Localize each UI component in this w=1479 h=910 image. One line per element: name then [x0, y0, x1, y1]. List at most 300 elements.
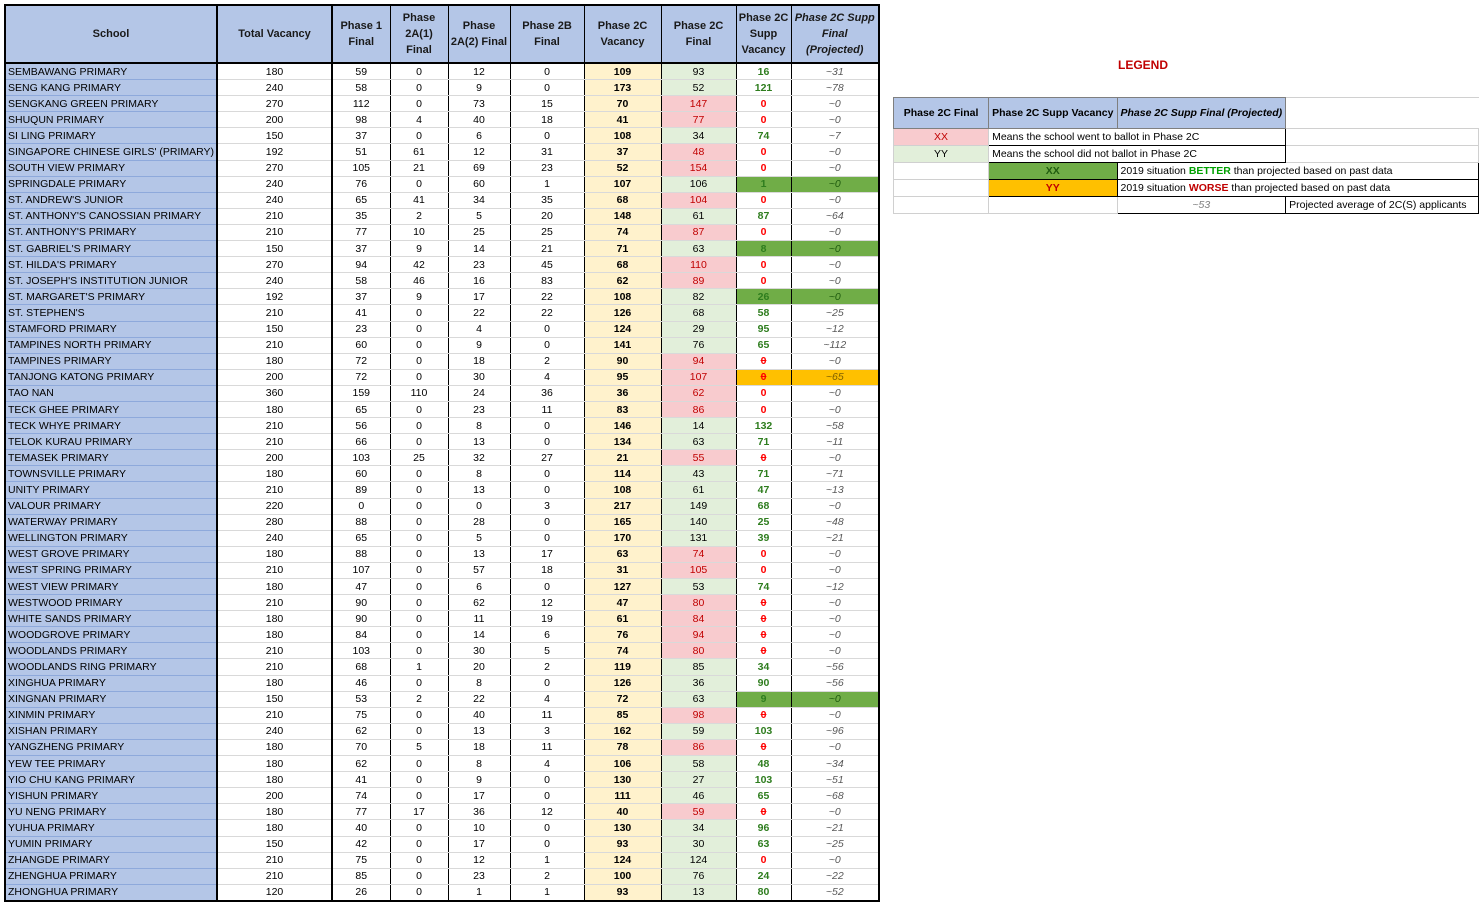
- cell-phase2a2-final[interactable]: 24: [448, 385, 510, 401]
- cell-phase2a1-final[interactable]: 0: [390, 63, 448, 80]
- cell-total-vacancy[interactable]: 210: [217, 482, 332, 498]
- cell-total-vacancy[interactable]: 210: [217, 852, 332, 868]
- cell-phase2b-final[interactable]: 11: [510, 739, 584, 755]
- cell-phase2c-final[interactable]: 36: [661, 675, 736, 691]
- cell-phase2c-final[interactable]: 104: [661, 192, 736, 208]
- cell-phase1-final[interactable]: 77: [332, 224, 390, 240]
- cell-phase2c-final[interactable]: 13: [661, 884, 736, 901]
- cell-total-vacancy[interactable]: 192: [217, 289, 332, 305]
- cell-phase2c-supp-vacancy[interactable]: 74: [736, 579, 791, 595]
- cell-phase1-final[interactable]: 75: [332, 707, 390, 723]
- cell-total-vacancy[interactable]: 180: [217, 820, 332, 836]
- cell-phase2a2-final[interactable]: 40: [448, 707, 510, 723]
- cell-phase2c-supp-projected[interactable]: ~65: [791, 369, 879, 385]
- cell-phase2c-supp-vacancy[interactable]: 34: [736, 659, 791, 675]
- cell-phase1-final[interactable]: 159: [332, 385, 390, 401]
- cell-school[interactable]: SPRINGDALE PRIMARY: [5, 176, 217, 192]
- col-header-phase2c-vacancy[interactable]: Phase 2C Vacancy: [584, 5, 661, 63]
- cell-phase2a1-final[interactable]: 0: [390, 836, 448, 852]
- cell-phase1-final[interactable]: 60: [332, 337, 390, 353]
- cell-phase2a2-final[interactable]: 17: [448, 788, 510, 804]
- cell-phase2c-supp-vacancy[interactable]: 87: [736, 208, 791, 224]
- cell-phase1-final[interactable]: 42: [332, 836, 390, 852]
- cell-school[interactable]: ST. JOSEPH'S INSTITUTION JUNIOR: [5, 273, 217, 289]
- cell-phase2c-supp-vacancy[interactable]: 0: [736, 611, 791, 627]
- cell-phase2a1-final[interactable]: 0: [390, 756, 448, 772]
- cell-total-vacancy[interactable]: 180: [217, 546, 332, 562]
- cell-phase2c-supp-vacancy[interactable]: 132: [736, 418, 791, 434]
- cell-phase2c-supp-vacancy[interactable]: 39: [736, 530, 791, 546]
- cell-phase2c-supp-projected[interactable]: ~0: [791, 707, 879, 723]
- cell-phase2b-final[interactable]: 0: [510, 418, 584, 434]
- cell-phase2c-final[interactable]: 76: [661, 337, 736, 353]
- cell-phase2c-final[interactable]: 27: [661, 772, 736, 788]
- cell-phase2c-supp-projected[interactable]: ~34: [791, 756, 879, 772]
- cell-phase2b-final[interactable]: 0: [510, 530, 584, 546]
- cell-phase2c-final[interactable]: 80: [661, 643, 736, 659]
- cell-total-vacancy[interactable]: 180: [217, 353, 332, 369]
- cell-phase2c-final[interactable]: 68: [661, 305, 736, 321]
- cell-phase2c-supp-projected[interactable]: ~51: [791, 772, 879, 788]
- cell-phase2a1-final[interactable]: 0: [390, 176, 448, 192]
- cell-phase2b-final[interactable]: 0: [510, 321, 584, 337]
- col-header-phase2c-supp-vacancy[interactable]: Phase 2C Supp Vacancy: [736, 5, 791, 63]
- cell-phase2c-final[interactable]: 43: [661, 466, 736, 482]
- cell-phase1-final[interactable]: 58: [332, 80, 390, 96]
- cell-phase2b-final[interactable]: 3: [510, 498, 584, 514]
- cell-phase1-final[interactable]: 90: [332, 611, 390, 627]
- cell-total-vacancy[interactable]: 240: [217, 530, 332, 546]
- cell-total-vacancy[interactable]: 220: [217, 498, 332, 514]
- cell-phase2c-vacancy[interactable]: 83: [584, 401, 661, 417]
- cell-phase1-final[interactable]: 88: [332, 514, 390, 530]
- cell-phase2a1-final[interactable]: 0: [390, 96, 448, 112]
- cell-phase2c-supp-vacancy[interactable]: 0: [736, 369, 791, 385]
- cell-phase2c-final[interactable]: 61: [661, 208, 736, 224]
- cell-phase2a2-final[interactable]: 20: [448, 659, 510, 675]
- cell-phase2a1-final[interactable]: 5: [390, 739, 448, 755]
- cell-phase1-final[interactable]: 37: [332, 128, 390, 144]
- cell-phase2c-supp-vacancy[interactable]: 16: [736, 63, 791, 80]
- cell-phase1-final[interactable]: 66: [332, 434, 390, 450]
- cell-phase2c-supp-vacancy[interactable]: 0: [736, 385, 791, 401]
- cell-phase2c-supp-vacancy[interactable]: 0: [736, 595, 791, 611]
- cell-phase2a2-final[interactable]: 9: [448, 80, 510, 96]
- cell-phase2c-supp-vacancy[interactable]: 1: [736, 176, 791, 192]
- cell-phase2a1-final[interactable]: 2: [390, 208, 448, 224]
- cell-phase2a1-final[interactable]: 61: [390, 144, 448, 160]
- cell-total-vacancy[interactable]: 180: [217, 772, 332, 788]
- cell-phase2a2-final[interactable]: 12: [448, 144, 510, 160]
- cell-phase2c-final[interactable]: 34: [661, 820, 736, 836]
- cell-phase2c-supp-vacancy[interactable]: 0: [736, 112, 791, 128]
- cell-phase2c-supp-projected[interactable]: ~0: [791, 257, 879, 273]
- cell-phase1-final[interactable]: 68: [332, 659, 390, 675]
- cell-phase2c-vacancy[interactable]: 40: [584, 804, 661, 820]
- cell-total-vacancy[interactable]: 210: [217, 868, 332, 884]
- cell-phase2c-final[interactable]: 85: [661, 659, 736, 675]
- cell-phase2c-supp-vacancy[interactable]: 63: [736, 836, 791, 852]
- cell-school[interactable]: TANJONG KATONG PRIMARY: [5, 369, 217, 385]
- cell-phase2b-final[interactable]: 19: [510, 611, 584, 627]
- cell-phase1-final[interactable]: 77: [332, 804, 390, 820]
- cell-phase2c-vacancy[interactable]: 111: [584, 788, 661, 804]
- cell-phase2c-vacancy[interactable]: 107: [584, 176, 661, 192]
- cell-phase2b-final[interactable]: 0: [510, 63, 584, 80]
- cell-phase2c-supp-vacancy[interactable]: 103: [736, 723, 791, 739]
- cell-total-vacancy[interactable]: 180: [217, 675, 332, 691]
- cell-phase2c-supp-vacancy[interactable]: 0: [736, 852, 791, 868]
- cell-phase2a1-final[interactable]: 41: [390, 192, 448, 208]
- cell-total-vacancy[interactable]: 180: [217, 756, 332, 772]
- cell-total-vacancy[interactable]: 210: [217, 707, 332, 723]
- cell-school[interactable]: TAMPINES NORTH PRIMARY: [5, 337, 217, 353]
- cell-phase2c-supp-projected[interactable]: ~64: [791, 208, 879, 224]
- cell-phase2c-final[interactable]: 14: [661, 418, 736, 434]
- cell-phase2a1-final[interactable]: 0: [390, 595, 448, 611]
- cell-phase2c-vacancy[interactable]: 63: [584, 546, 661, 562]
- cell-phase2c-supp-vacancy[interactable]: 58: [736, 305, 791, 321]
- col-header-phase2b-final[interactable]: Phase 2B Final: [510, 5, 584, 63]
- cell-phase2c-final[interactable]: 61: [661, 482, 736, 498]
- cell-total-vacancy[interactable]: 270: [217, 257, 332, 273]
- cell-phase2c-vacancy[interactable]: 36: [584, 385, 661, 401]
- cell-phase1-final[interactable]: 53: [332, 691, 390, 707]
- cell-school[interactable]: ST. HILDA'S PRIMARY: [5, 257, 217, 273]
- cell-phase2b-final[interactable]: 4: [510, 756, 584, 772]
- cell-phase2b-final[interactable]: 4: [510, 369, 584, 385]
- cell-phase2b-final[interactable]: 5: [510, 643, 584, 659]
- cell-phase2c-final[interactable]: 46: [661, 788, 736, 804]
- cell-phase2a1-final[interactable]: 0: [390, 675, 448, 691]
- cell-phase2c-final[interactable]: 30: [661, 836, 736, 852]
- cell-phase2c-supp-vacancy[interactable]: 80: [736, 884, 791, 901]
- cell-phase2c-vacancy[interactable]: 173: [584, 80, 661, 96]
- cell-phase2c-supp-projected[interactable]: ~0: [791, 273, 879, 289]
- cell-school[interactable]: XINGHUA PRIMARY: [5, 675, 217, 691]
- cell-phase2c-vacancy[interactable]: 148: [584, 208, 661, 224]
- cell-phase2b-final[interactable]: 12: [510, 595, 584, 611]
- cell-total-vacancy[interactable]: 240: [217, 176, 332, 192]
- cell-phase2a2-final[interactable]: 13: [448, 723, 510, 739]
- cell-phase1-final[interactable]: 65: [332, 530, 390, 546]
- cell-phase2c-supp-vacancy[interactable]: 0: [736, 450, 791, 466]
- cell-phase2a1-final[interactable]: 0: [390, 723, 448, 739]
- cell-phase1-final[interactable]: 51: [332, 144, 390, 160]
- cell-phase2c-supp-projected[interactable]: ~0: [791, 96, 879, 112]
- cell-phase2c-final[interactable]: 94: [661, 627, 736, 643]
- cell-phase2a2-final[interactable]: 6: [448, 579, 510, 595]
- cell-school[interactable]: YU NENG PRIMARY: [5, 804, 217, 820]
- cell-phase2c-vacancy[interactable]: 74: [584, 224, 661, 240]
- cell-phase2b-final[interactable]: 22: [510, 305, 584, 321]
- cell-school[interactable]: WOODLANDS PRIMARY: [5, 643, 217, 659]
- cell-school[interactable]: SEMBAWANG PRIMARY: [5, 63, 217, 80]
- cell-phase2a2-final[interactable]: 25: [448, 224, 510, 240]
- cell-phase2b-final[interactable]: 0: [510, 788, 584, 804]
- cell-phase2c-final[interactable]: 55: [661, 450, 736, 466]
- cell-phase2c-supp-projected[interactable]: ~0: [791, 546, 879, 562]
- cell-school[interactable]: SHUQUN PRIMARY: [5, 112, 217, 128]
- cell-phase2b-final[interactable]: 2: [510, 353, 584, 369]
- cell-school[interactable]: ZHANGDE PRIMARY: [5, 852, 217, 868]
- cell-school[interactable]: ST. ANTHONY'S PRIMARY: [5, 224, 217, 240]
- cell-phase2c-supp-vacancy[interactable]: 0: [736, 257, 791, 273]
- cell-school[interactable]: ZHONGHUA PRIMARY: [5, 884, 217, 901]
- cell-phase2b-final[interactable]: 0: [510, 772, 584, 788]
- cell-phase2a2-final[interactable]: 23: [448, 401, 510, 417]
- cell-phase2c-vacancy[interactable]: 76: [584, 627, 661, 643]
- cell-phase1-final[interactable]: 84: [332, 627, 390, 643]
- cell-total-vacancy[interactable]: 210: [217, 305, 332, 321]
- cell-phase1-final[interactable]: 37: [332, 241, 390, 257]
- cell-phase2c-vacancy[interactable]: 41: [584, 112, 661, 128]
- cell-total-vacancy[interactable]: 240: [217, 192, 332, 208]
- cell-total-vacancy[interactable]: 210: [217, 562, 332, 578]
- cell-phase2b-final[interactable]: 0: [510, 514, 584, 530]
- cell-phase2a1-final[interactable]: 0: [390, 530, 448, 546]
- cell-phase2c-vacancy[interactable]: 106: [584, 756, 661, 772]
- cell-phase2a2-final[interactable]: 12: [448, 852, 510, 868]
- cell-phase2a1-final[interactable]: 0: [390, 337, 448, 353]
- cell-phase2c-supp-projected[interactable]: ~0: [791, 401, 879, 417]
- cell-phase2c-supp-projected[interactable]: ~0: [791, 643, 879, 659]
- cell-phase2a1-final[interactable]: 2: [390, 691, 448, 707]
- cell-phase2c-supp-vacancy[interactable]: 0: [736, 144, 791, 160]
- cell-phase2c-vacancy[interactable]: 52: [584, 160, 661, 176]
- cell-school[interactable]: WATERWAY PRIMARY: [5, 514, 217, 530]
- cell-phase2c-supp-projected[interactable]: ~56: [791, 675, 879, 691]
- cell-phase2a1-final[interactable]: 0: [390, 418, 448, 434]
- cell-phase1-final[interactable]: 37: [332, 289, 390, 305]
- cell-phase1-final[interactable]: 89: [332, 482, 390, 498]
- col-header-school[interactable]: School: [5, 5, 217, 63]
- cell-school[interactable]: SINGAPORE CHINESE GIRLS' (PRIMARY): [5, 144, 217, 160]
- cell-phase2a2-final[interactable]: 9: [448, 772, 510, 788]
- cell-phase2a1-final[interactable]: 0: [390, 466, 448, 482]
- cell-total-vacancy[interactable]: 180: [217, 63, 332, 80]
- cell-school[interactable]: UNITY PRIMARY: [5, 482, 217, 498]
- cell-phase2c-supp-vacancy[interactable]: 25: [736, 514, 791, 530]
- col-header-phase1-final[interactable]: Phase 1 Final: [332, 5, 390, 63]
- cell-phase2a2-final[interactable]: 60: [448, 176, 510, 192]
- cell-phase2c-vacancy[interactable]: 130: [584, 772, 661, 788]
- cell-phase2b-final[interactable]: 0: [510, 675, 584, 691]
- cell-phase2c-vacancy[interactable]: 31: [584, 562, 661, 578]
- cell-total-vacancy[interactable]: 210: [217, 224, 332, 240]
- cell-phase2b-final[interactable]: 22: [510, 289, 584, 305]
- col-header-phase2c-final[interactable]: Phase 2C Final: [661, 5, 736, 63]
- cell-school[interactable]: WEST GROVE PRIMARY: [5, 546, 217, 562]
- cell-phase2a1-final[interactable]: 21: [390, 160, 448, 176]
- cell-phase2c-final[interactable]: 124: [661, 852, 736, 868]
- cell-phase2c-supp-vacancy[interactable]: 0: [736, 192, 791, 208]
- cell-phase2a2-final[interactable]: 18: [448, 353, 510, 369]
- cell-phase2a1-final[interactable]: 0: [390, 611, 448, 627]
- cell-phase2c-final[interactable]: 105: [661, 562, 736, 578]
- cell-phase2c-supp-projected[interactable]: ~78: [791, 80, 879, 96]
- cell-phase2c-supp-vacancy[interactable]: 68: [736, 498, 791, 514]
- cell-phase2b-final[interactable]: 3: [510, 723, 584, 739]
- cell-phase2a1-final[interactable]: 0: [390, 128, 448, 144]
- cell-phase2c-vacancy[interactable]: 170: [584, 530, 661, 546]
- cell-phase2c-vacancy[interactable]: 21: [584, 450, 661, 466]
- cell-total-vacancy[interactable]: 360: [217, 385, 332, 401]
- cell-phase2c-vacancy[interactable]: 93: [584, 884, 661, 901]
- cell-phase2a1-final[interactable]: 9: [390, 241, 448, 257]
- cell-phase2c-vacancy[interactable]: 47: [584, 595, 661, 611]
- cell-phase2a2-final[interactable]: 23: [448, 257, 510, 273]
- cell-phase2b-final[interactable]: 18: [510, 112, 584, 128]
- cell-phase2a1-final[interactable]: 17: [390, 804, 448, 820]
- cell-phase2c-supp-vacancy[interactable]: 103: [736, 772, 791, 788]
- cell-phase1-final[interactable]: 103: [332, 643, 390, 659]
- cell-phase1-final[interactable]: 85: [332, 868, 390, 884]
- cell-phase1-final[interactable]: 65: [332, 192, 390, 208]
- cell-phase1-final[interactable]: 65: [332, 401, 390, 417]
- cell-phase2c-supp-projected[interactable]: ~112: [791, 337, 879, 353]
- cell-total-vacancy[interactable]: 120: [217, 884, 332, 901]
- cell-phase1-final[interactable]: 60: [332, 466, 390, 482]
- cell-phase2c-vacancy[interactable]: 130: [584, 820, 661, 836]
- cell-phase2c-final[interactable]: 89: [661, 273, 736, 289]
- cell-phase1-final[interactable]: 47: [332, 579, 390, 595]
- cell-phase2c-vacancy[interactable]: 93: [584, 836, 661, 852]
- cell-phase2c-supp-projected[interactable]: ~68: [791, 788, 879, 804]
- cell-phase2c-supp-vacancy[interactable]: 65: [736, 788, 791, 804]
- cell-phase2c-supp-vacancy[interactable]: 74: [736, 128, 791, 144]
- cell-phase2a1-final[interactable]: 0: [390, 80, 448, 96]
- cell-phase2c-vacancy[interactable]: 217: [584, 498, 661, 514]
- cell-phase2b-final[interactable]: 31: [510, 144, 584, 160]
- cell-phase2c-supp-projected[interactable]: ~21: [791, 530, 879, 546]
- cell-phase2c-vacancy[interactable]: 61: [584, 611, 661, 627]
- cell-phase1-final[interactable]: 112: [332, 96, 390, 112]
- cell-phase2b-final[interactable]: 0: [510, 579, 584, 595]
- cell-school[interactable]: WOODGROVE PRIMARY: [5, 627, 217, 643]
- cell-phase2c-vacancy[interactable]: 100: [584, 868, 661, 884]
- cell-phase2a1-final[interactable]: 0: [390, 546, 448, 562]
- cell-phase2a2-final[interactable]: 9: [448, 337, 510, 353]
- cell-school[interactable]: XINMIN PRIMARY: [5, 707, 217, 723]
- cell-phase2b-final[interactable]: 35: [510, 192, 584, 208]
- cell-phase2c-final[interactable]: 53: [661, 579, 736, 595]
- cell-phase2b-final[interactable]: 0: [510, 337, 584, 353]
- cell-phase2c-final[interactable]: 77: [661, 112, 736, 128]
- cell-total-vacancy[interactable]: 180: [217, 804, 332, 820]
- cell-phase2b-final[interactable]: 21: [510, 241, 584, 257]
- cell-total-vacancy[interactable]: 150: [217, 241, 332, 257]
- cell-phase2c-supp-projected[interactable]: ~48: [791, 514, 879, 530]
- cell-school[interactable]: ST. STEPHEN'S: [5, 305, 217, 321]
- cell-phase2c-vacancy[interactable]: 124: [584, 852, 661, 868]
- cell-phase2b-final[interactable]: 0: [510, 80, 584, 96]
- cell-phase2b-final[interactable]: 0: [510, 482, 584, 498]
- cell-phase2a2-final[interactable]: 5: [448, 208, 510, 224]
- cell-phase1-final[interactable]: 88: [332, 546, 390, 562]
- cell-phase2a2-final[interactable]: 5: [448, 530, 510, 546]
- cell-total-vacancy[interactable]: 280: [217, 514, 332, 530]
- cell-phase1-final[interactable]: 58: [332, 273, 390, 289]
- cell-phase2c-vacancy[interactable]: 90: [584, 353, 661, 369]
- cell-phase2a2-final[interactable]: 4: [448, 321, 510, 337]
- cell-school[interactable]: ST. ANDREW'S JUNIOR: [5, 192, 217, 208]
- cell-school[interactable]: TELOK KURAU PRIMARY: [5, 434, 217, 450]
- cell-phase2b-final[interactable]: 1: [510, 884, 584, 901]
- cell-phase2c-supp-projected[interactable]: ~0: [791, 160, 879, 176]
- cell-phase2c-supp-projected[interactable]: ~56: [791, 659, 879, 675]
- cell-phase2a2-final[interactable]: 17: [448, 836, 510, 852]
- cell-total-vacancy[interactable]: 240: [217, 80, 332, 96]
- col-header-phase2a1-final[interactable]: Phase 2A(1) Final: [390, 5, 448, 63]
- cell-phase2b-final[interactable]: 11: [510, 707, 584, 723]
- cell-phase2a1-final[interactable]: 0: [390, 852, 448, 868]
- cell-phase2a1-final[interactable]: 0: [390, 579, 448, 595]
- cell-phase2c-supp-vacancy[interactable]: 48: [736, 756, 791, 772]
- cell-phase2c-supp-vacancy[interactable]: 8: [736, 241, 791, 257]
- cell-phase2a1-final[interactable]: 46: [390, 273, 448, 289]
- cell-total-vacancy[interactable]: 180: [217, 739, 332, 755]
- cell-school[interactable]: TOWNSVILLE PRIMARY: [5, 466, 217, 482]
- col-header-phase2c-supp-final-projected[interactable]: Phase 2C Supp Final (Projected): [791, 5, 879, 63]
- cell-phase1-final[interactable]: 40: [332, 820, 390, 836]
- cell-total-vacancy[interactable]: 180: [217, 627, 332, 643]
- cell-phase2c-supp-projected[interactable]: ~0: [791, 385, 879, 401]
- cell-phase2a2-final[interactable]: 11: [448, 611, 510, 627]
- cell-phase2c-final[interactable]: 58: [661, 756, 736, 772]
- cell-phase2c-supp-projected[interactable]: ~0: [791, 144, 879, 160]
- cell-phase2c-supp-projected[interactable]: ~0: [791, 611, 879, 627]
- cell-school[interactable]: SENGKANG GREEN PRIMARY: [5, 96, 217, 112]
- cell-phase2c-supp-vacancy[interactable]: 0: [736, 160, 791, 176]
- cell-phase2c-vacancy[interactable]: 72: [584, 691, 661, 707]
- cell-phase2c-supp-projected[interactable]: ~0: [791, 450, 879, 466]
- cell-phase2a1-final[interactable]: 10: [390, 224, 448, 240]
- cell-phase2a2-final[interactable]: 57: [448, 562, 510, 578]
- cell-phase2c-supp-projected[interactable]: ~31: [791, 63, 879, 80]
- cell-phase2b-final[interactable]: 4: [510, 691, 584, 707]
- cell-phase2a2-final[interactable]: 13: [448, 434, 510, 450]
- cell-school[interactable]: XINGNAN PRIMARY: [5, 691, 217, 707]
- cell-phase2c-supp-vacancy[interactable]: 26: [736, 289, 791, 305]
- cell-phase2c-supp-projected[interactable]: ~0: [791, 192, 879, 208]
- cell-phase2c-supp-vacancy[interactable]: 0: [736, 707, 791, 723]
- cell-total-vacancy[interactable]: 150: [217, 321, 332, 337]
- cell-phase2c-final[interactable]: 86: [661, 401, 736, 417]
- cell-total-vacancy[interactable]: 200: [217, 788, 332, 804]
- cell-phase2a1-final[interactable]: 9: [390, 289, 448, 305]
- cell-phase2a2-final[interactable]: 14: [448, 627, 510, 643]
- cell-phase2b-final[interactable]: 0: [510, 836, 584, 852]
- cell-phase2c-final[interactable]: 131: [661, 530, 736, 546]
- cell-phase2b-final[interactable]: 25: [510, 224, 584, 240]
- cell-phase2a2-final[interactable]: 8: [448, 466, 510, 482]
- cell-total-vacancy[interactable]: 150: [217, 128, 332, 144]
- cell-school[interactable]: ZHENGHUA PRIMARY: [5, 868, 217, 884]
- cell-phase2a1-final[interactable]: 0: [390, 321, 448, 337]
- cell-phase2c-final[interactable]: 110: [661, 257, 736, 273]
- cell-school[interactable]: TAMPINES PRIMARY: [5, 353, 217, 369]
- cell-phase2c-vacancy[interactable]: 134: [584, 434, 661, 450]
- cell-phase2c-vacancy[interactable]: 126: [584, 305, 661, 321]
- cell-phase1-final[interactable]: 41: [332, 772, 390, 788]
- cell-phase1-final[interactable]: 98: [332, 112, 390, 128]
- cell-total-vacancy[interactable]: 210: [217, 434, 332, 450]
- cell-phase2c-supp-vacancy[interactable]: 71: [736, 466, 791, 482]
- cell-phase2c-supp-vacancy[interactable]: 24: [736, 868, 791, 884]
- cell-phase2c-final[interactable]: 107: [661, 369, 736, 385]
- cell-phase2c-final[interactable]: 82: [661, 289, 736, 305]
